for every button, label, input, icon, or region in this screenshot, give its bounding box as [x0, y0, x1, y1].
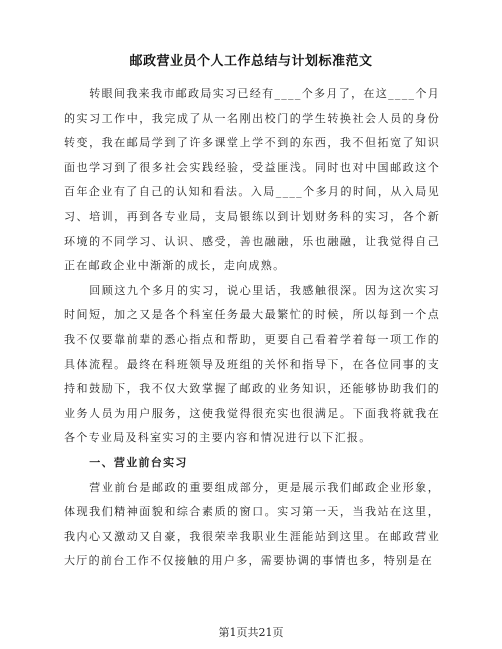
- body-paragraph-2: 回顾这九个多月的实习，说心里话，我感触很深。因为这次实习时间短，加之又是各个科室任务最大最繁忙的时候，所以每到一个点我不仅要靠前辈的悉心指点和帮助，更要自己看着学着每一项工作的具体流程。最终在科班领导及班组的关怀和指导下，在各位同事的支持和鼓励下，我不仅大致掌握了邮政的业务知识，还能够协助我们的业务人员为用户服务，这使我觉得很充实也很满足。下面我将就我在各个专业局及科室实习的主要内容和情况进行以下汇报。: [64, 283, 440, 445]
- document-title: 邮政营业员个人工作总结与计划标准范文: [129, 54, 373, 69]
- section-heading: 一、营业前台实习: [89, 455, 188, 469]
- document-body: [64, 82, 440, 574]
- body-paragraph-3: 营业前台是邮政的重要组成部分，更是展示我们邮政企业形象，体现我们精神面貌和综合素质的窗口。实习第一天，当我站在这里，我内心又激动又自豪，我很荣幸我职业生涯能站到这里。在邮政营业大厅的前台工作不仅接触的用户多，需要协调的事情也多，特别是在: [64, 480, 440, 568]
- page-number-footer: 第1页共21页: [218, 626, 284, 639]
- body-paragraph-1: 转眼间我来我市邮政局实习已经有____个多月了，在这____个月的实习工作中，我完成了从一名刚出校门的学生转换社会人员的身份转变，我在邮局学到了许多课堂上学不到的东西，我不但拓宽了知识面也学习到了很多社会实践经验，受益匪浅。同时也对中国邮政这个百年企业有了自己的认知和看法。入局____个多月的时间，从入局见习、培训，再到各专业局，支局银练以到计划财务科的实习，各个新环境的不同学习、认识、感受，善也融融，乐也融融，让我觉得自己正在邮政企业中渐渐的成长，走向成熟。: [64, 87, 440, 273]
